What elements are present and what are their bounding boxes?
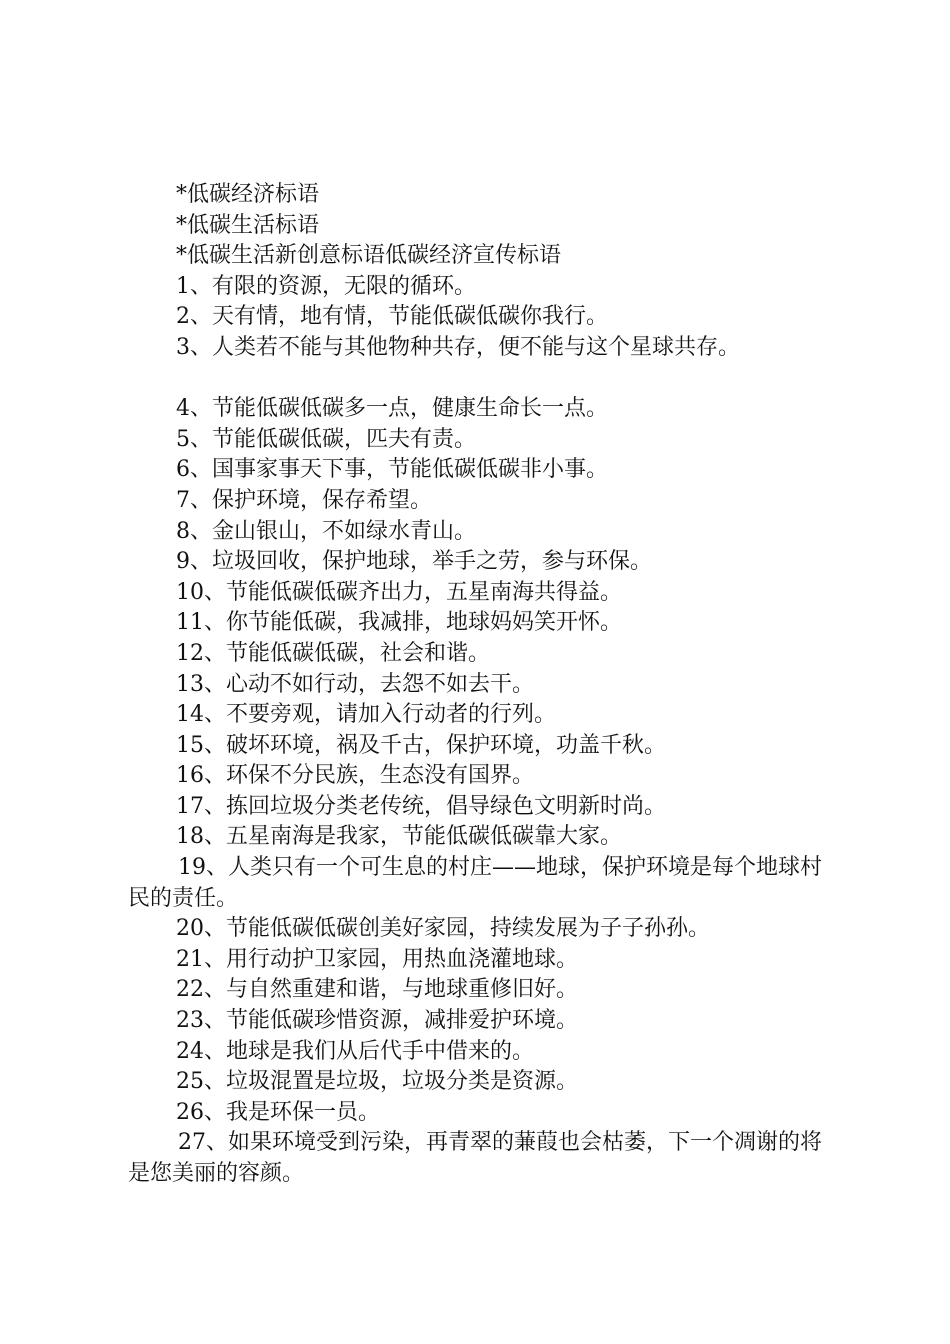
heading-low-carbon-life: *低碳生活标语 <box>176 212 320 238</box>
slogan-19: 19、人类只有一个可生息的村庄——地球，保护环境是每个地球村民的责任。 <box>128 855 822 911</box>
slogan-3: 3、人类若不能与其他物种共存，便不能与这个星球共存。 <box>176 334 740 360</box>
slogan-9: 9、垃圾回收，保护地球，举手之劳，参与环保。 <box>176 549 652 575</box>
slogan-6: 6、国事家事天下事，节能低碳低碳非小事。 <box>176 457 608 483</box>
slogan-17: 17、拣回垃圾分类老传统，倡导绿色文明新时尚。 <box>176 793 666 819</box>
document-body <box>128 180 834 1190</box>
slogan-13: 13、心动不如行动，去怨不如去干。 <box>176 671 534 697</box>
slogan-14: 14、不要旁观，请加入行动者的行列。 <box>176 702 556 728</box>
slogan-23: 23、节能低碳珍惜资源，减排爱护环境。 <box>176 1008 578 1034</box>
slogan-4: 4、节能低碳低碳多一点，健康生命长一点。 <box>176 396 608 422</box>
slogan-5: 5、节能低碳低碳，匹夫有责。 <box>176 426 476 452</box>
slogan-24: 24、地球是我们从后代手中借来的。 <box>176 1038 534 1064</box>
slogan-7: 7、保护环境，保存希望。 <box>176 487 432 513</box>
slogan-20: 20、节能低碳低碳创美好家园，持续发展为子子孙孙。 <box>176 916 710 942</box>
slogan-21: 21、用行动护卫家园，用热血浇灌地球。 <box>176 946 578 972</box>
slogan-10: 10、节能低碳低碳齐出力，五星南海共得益。 <box>176 579 622 605</box>
slogan-22: 22、与自然重建和谐，与地球重修旧好。 <box>176 977 578 1003</box>
slogan-27: 27、如果环境受到污染，再青翠的蒹葭也会枯萎，下一个凋谢的将是您美丽的容颜。 <box>128 1130 822 1186</box>
slogan-1: 1、有限的资源，无限的循环。 <box>176 273 476 299</box>
slogan-16: 16、环保不分民族，生态没有国界。 <box>176 763 534 789</box>
slogan-11: 11、你节能低碳，我减排，地球妈妈笑开怀。 <box>176 610 622 636</box>
heading-low-carbon-economy: *低碳经济标语 <box>176 182 320 207</box>
slogan-26: 26、我是环保一员。 <box>176 1099 380 1125</box>
slogan-25: 25、垃圾混置是垃圾，垃圾分类是资源。 <box>176 1069 578 1095</box>
slogan-15: 15、破坏环境，祸及千古，保护环境，功盖千秋。 <box>176 732 666 758</box>
slogan-2: 2、天有情，地有情，节能低碳低碳你我行。 <box>176 304 608 330</box>
heading-creative-slogans: *低碳生活新创意标语低碳经济宣传标语 <box>176 243 562 269</box>
slogan-8: 8、金山银山，不如绿水青山。 <box>176 518 476 544</box>
slogan-18: 18、五星南海是我家，节能低碳低碳靠大家。 <box>176 824 622 850</box>
slogan-12: 12、节能低碳低碳，社会和谐。 <box>176 640 490 666</box>
blank-line <box>128 364 834 395</box>
